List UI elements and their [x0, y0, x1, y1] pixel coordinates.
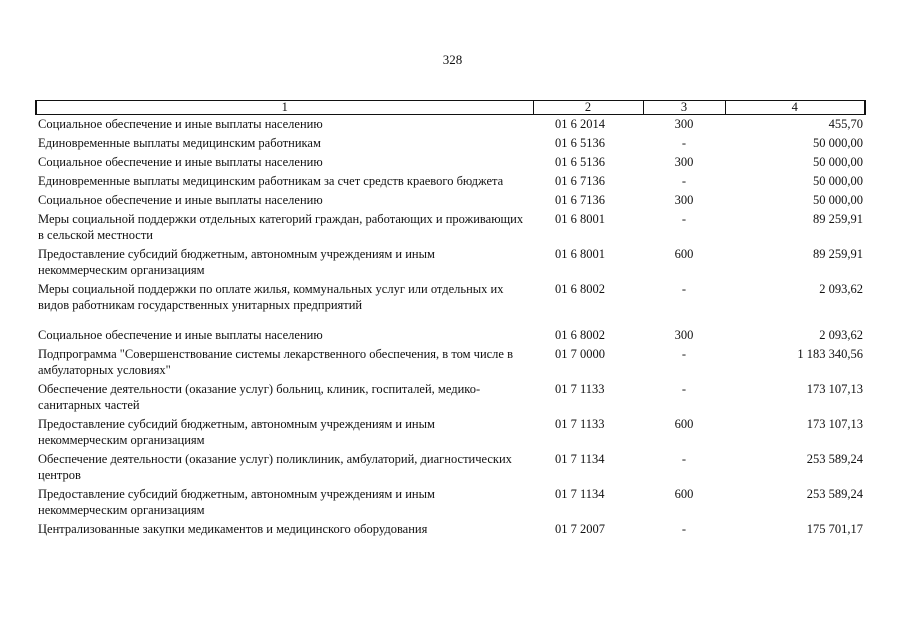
column-header-3: 3 — [643, 101, 725, 115]
row-type: 600 — [674, 487, 694, 501]
row-type: - — [681, 282, 687, 296]
row-name: Меры социальной поддержки по оплате жилья, коммунальных услуг или отдельных их видов работникам государственных унитарных предприятий — [38, 282, 504, 312]
row-amount: 2 093,62 — [819, 328, 863, 342]
table-row — [36, 245, 865, 280]
table-row — [36, 485, 865, 520]
row-type: - — [681, 212, 687, 226]
table-row — [36, 191, 865, 210]
row-code: 01 6 8001 — [555, 212, 605, 226]
row-amount: 89 259,91 — [813, 247, 863, 261]
budget-table — [35, 100, 866, 539]
row-code: 01 7 1134 — [555, 487, 605, 501]
row-type: - — [681, 522, 687, 536]
row-code: 01 6 8002 — [555, 282, 605, 296]
column-header-2: 2 — [533, 101, 643, 115]
row-amount: 2 093,62 — [819, 282, 863, 296]
row-type: 600 — [674, 417, 694, 431]
table-row — [36, 172, 865, 191]
row-name: Меры социальной поддержки отдельных категорий граждан, работающих и проживающих в сельской местности — [38, 212, 524, 242]
table-row — [36, 415, 865, 450]
row-name: Централизованные закупки медикаментов и медицинского оборудования — [38, 522, 428, 536]
row-code: 01 7 2007 — [555, 522, 605, 536]
table-row — [36, 315, 865, 345]
row-type: - — [681, 174, 687, 188]
row-amount: 173 107,13 — [806, 382, 863, 396]
table-row — [36, 450, 865, 485]
row-name: Обеспечение деятельности (оказание услуг) поликлиник, амбулаторий, диагностических центров — [38, 452, 512, 482]
row-type: 300 — [674, 193, 694, 207]
row-type: 300 — [674, 328, 694, 342]
row-code: 01 7 1133 — [555, 417, 605, 431]
row-type: 600 — [674, 247, 694, 261]
row-name: Социальное обеспечение и иные выплаты населению — [38, 328, 323, 342]
row-code: 01 6 7136 — [555, 193, 605, 207]
row-amount: 253 589,24 — [806, 452, 863, 466]
table-header-row — [36, 101, 865, 115]
row-name: Подпрограмма "Совершенствование системы лекарственного обеспечения, в том числе в амбулаторных условиях" — [38, 347, 513, 377]
row-name: Социальное обеспечение и иные выплаты населению — [38, 193, 323, 207]
table-row — [36, 134, 865, 153]
row-amount: 175 701,17 — [806, 522, 863, 536]
row-amount: 1 183 340,56 — [797, 347, 863, 361]
row-code: 01 6 8002 — [555, 328, 605, 342]
row-type: - — [681, 382, 687, 396]
row-amount: 455,70 — [828, 117, 863, 131]
row-amount: 50 000,00 — [813, 174, 863, 188]
row-amount: 50 000,00 — [813, 136, 863, 150]
table-row — [36, 280, 865, 315]
page-number: 328 — [442, 52, 463, 67]
table-row — [36, 380, 865, 415]
row-amount: 50 000,00 — [813, 155, 863, 169]
row-code: 01 6 5136 — [555, 155, 605, 169]
row-name: Предоставление субсидий бюджетным, автономным учреждениям и иным некоммерческим организациям — [38, 487, 435, 517]
row-name: Социальное обеспечение и иные выплаты населению — [38, 117, 323, 131]
row-type: - — [681, 452, 687, 466]
row-type: 300 — [674, 117, 694, 131]
row-type: - — [681, 136, 687, 150]
table-row — [36, 210, 865, 245]
row-code: 01 7 1134 — [555, 452, 605, 466]
row-name: Предоставление субсидий бюджетным, автономным учреждениям и иным некоммерческим организациям — [38, 247, 435, 277]
table-row — [36, 115, 865, 135]
row-code: 01 6 5136 — [555, 136, 605, 150]
row-type: - — [681, 347, 687, 361]
row-amount: 173 107,13 — [806, 417, 863, 431]
row-name: Социальное обеспечение и иные выплаты населению — [38, 155, 323, 169]
row-amount: 50 000,00 — [813, 193, 863, 207]
row-code: 01 6 7136 — [555, 174, 605, 188]
row-name: Предоставление субсидий бюджетным, автономным учреждениям и иным некоммерческим организациям — [38, 417, 435, 447]
row-type: 300 — [674, 155, 694, 169]
table-row — [36, 153, 865, 172]
row-amount: 253 589,24 — [806, 487, 863, 501]
row-name: Единовременные выплаты медицинским работникам за счет средств краевого бюджета — [38, 174, 504, 188]
column-header-4: 4 — [725, 101, 865, 115]
table-row — [36, 345, 865, 380]
row-name: Обеспечение деятельности (оказание услуг) больниц, клиник, госпиталей, медико-санитарных частей — [38, 382, 481, 412]
column-header-1: 1 — [36, 101, 533, 115]
row-code: 01 7 0000 — [555, 347, 605, 361]
row-code: 01 7 1133 — [555, 382, 605, 396]
row-code: 01 6 2014 — [555, 117, 605, 131]
row-name: Единовременные выплаты медицинским работникам — [38, 136, 321, 150]
table-row — [36, 520, 865, 539]
row-amount: 89 259,91 — [813, 212, 863, 226]
row-code: 01 6 8001 — [555, 247, 605, 261]
